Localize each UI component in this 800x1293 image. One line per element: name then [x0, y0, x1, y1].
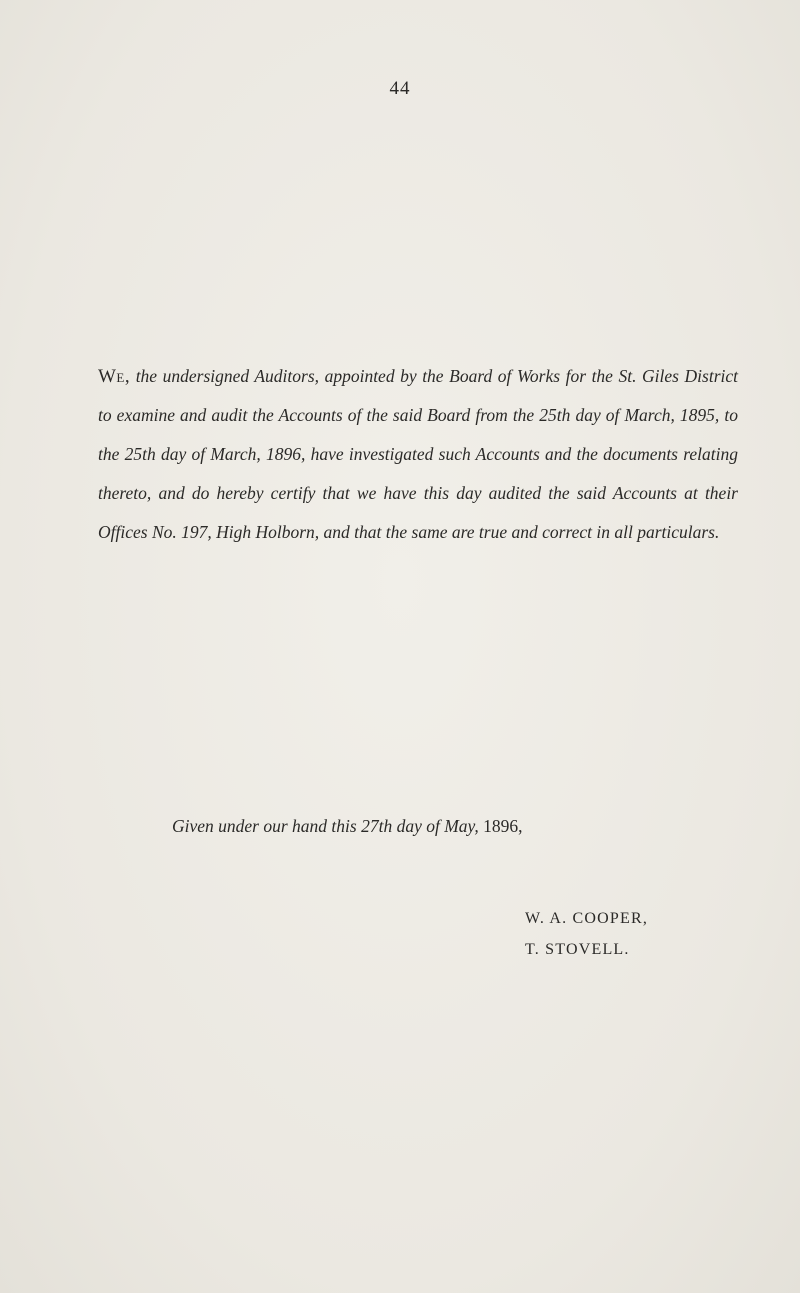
certificate-body-text: the undersigned Auditors, appointed by the Board of Works for the St. Giles District to examine and audit the Accounts of the said Board from the 25th day of March, 1895, to the 25th day of March, 1896, have investigated such Accounts and the documents relating thereto, and do hereby certify that we have this day audited the said Accounts at their Offices No. 197, High Holborn, and that the same are true and correct in all particulars.	[98, 366, 739, 542]
signatory-stovell: T. STOVELL.	[525, 941, 630, 958]
page-number: 44	[389, 78, 411, 99]
given-under-hand-line	[172, 816, 732, 837]
signatory-cooper: W. A. COOPER,	[525, 910, 649, 927]
auditors-certificate-paragraph	[98, 357, 738, 552]
given-year: 1896,	[483, 816, 523, 836]
given-text: Given under our hand this 27th day of May,	[172, 816, 479, 836]
certificate-lead-word: We,	[98, 366, 131, 387]
signatures-block	[525, 903, 648, 965]
